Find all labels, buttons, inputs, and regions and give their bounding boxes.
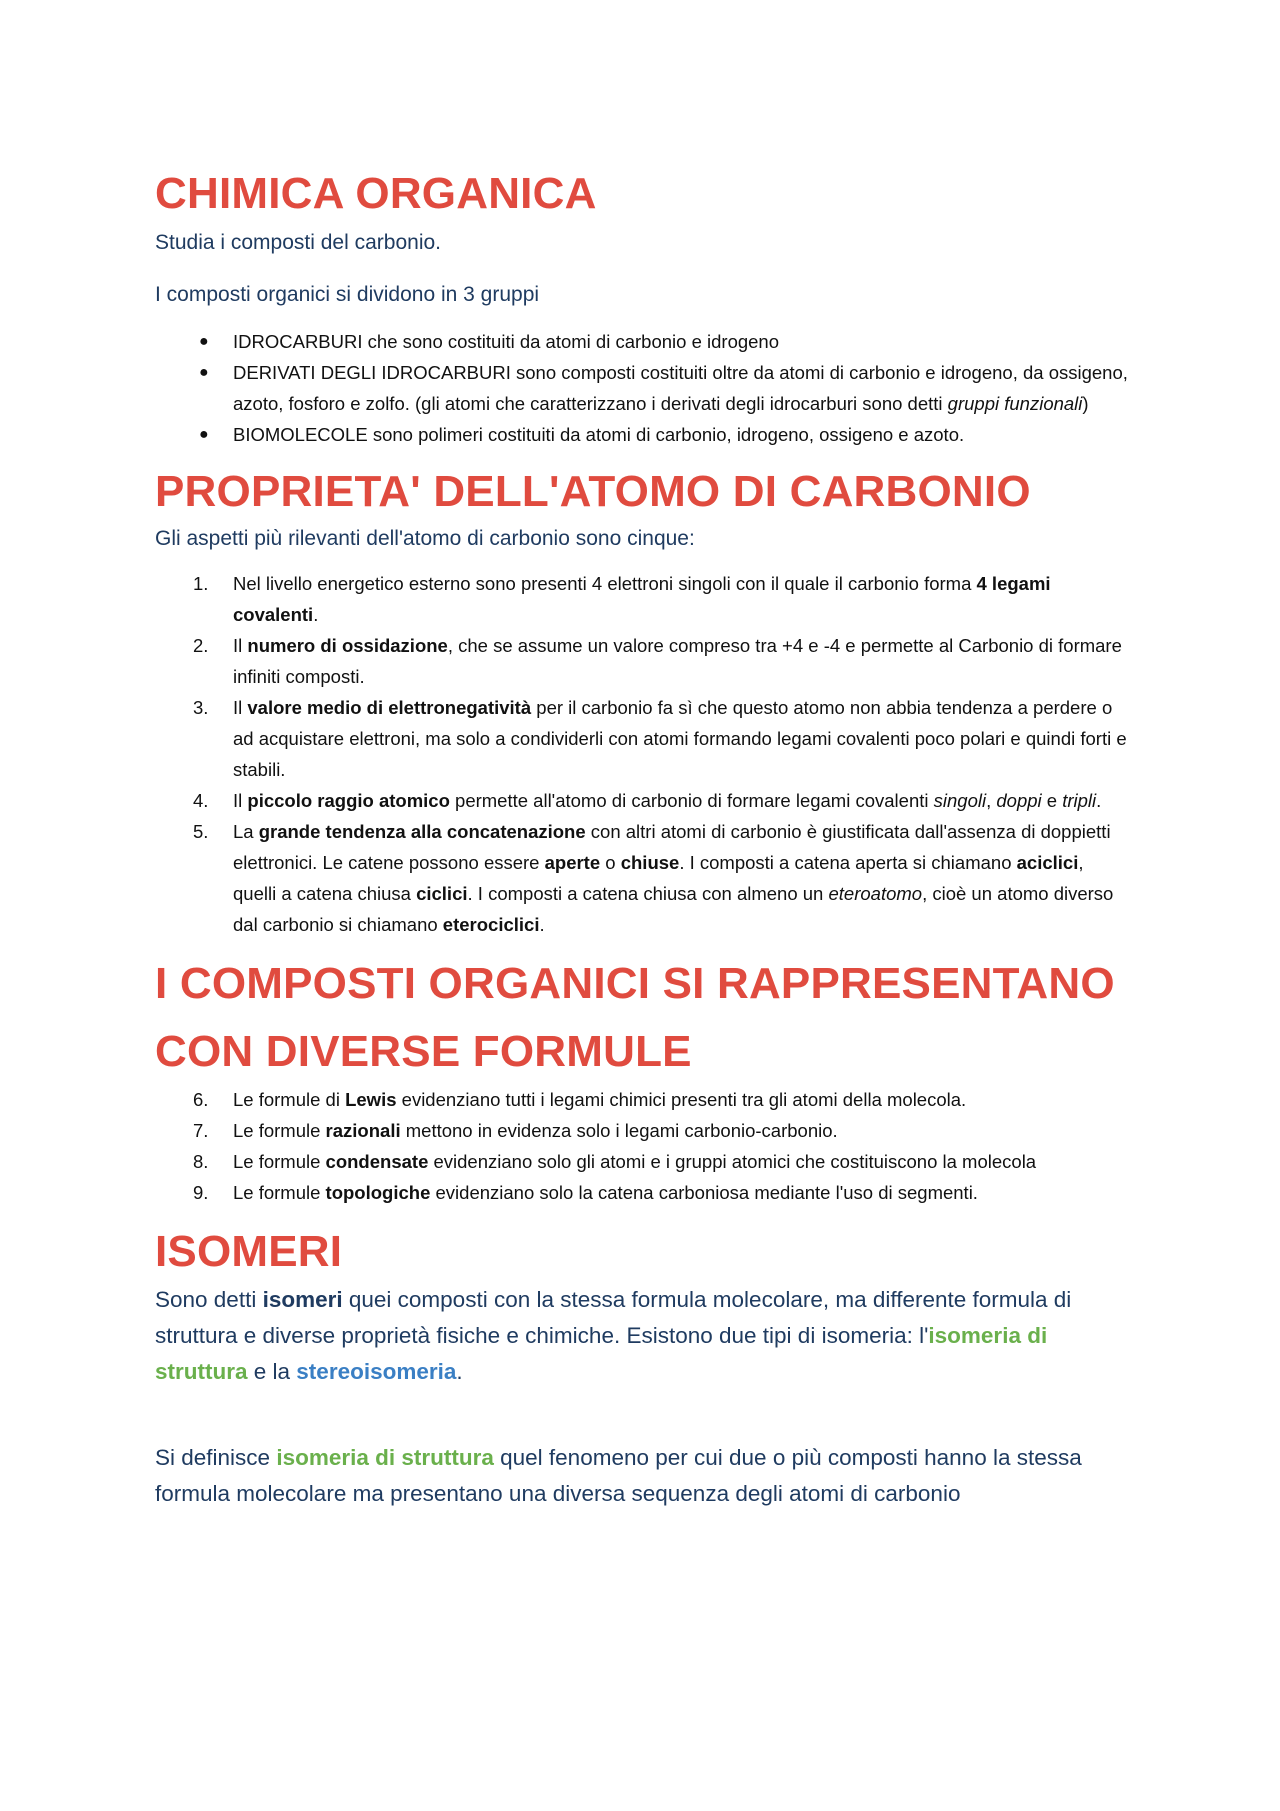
groups-list (155, 326, 1130, 450)
isomeria-struttura-paragraph: Si definisce isomeria di struttura quel fenomeno per cui due o più composti hanno la stessa formula molecolare ma presentano una diversa sequenza degli atomi di carbonio (155, 1445, 1082, 1506)
bullet-icon: ● (199, 426, 209, 443)
list-item: 1. Nel livello energetico esterno sono presenti 4 elettroni singoli con il quale il carbonio forma 4 legami covalenti. (193, 573, 1051, 625)
list-item: 2. Il numero di ossidazione, che se assume un valore compreso tra +4 e -4 e permette al Carbonio di formare infiniti composti. (193, 635, 1122, 687)
heading-chimica-organica: CHIMICA ORGANICA (155, 169, 597, 218)
list-item: 7. Le formule razionali mettono in evidenza solo i legami carbonio-carbonio. (193, 1120, 838, 1141)
intro-paragraph: Studia i composti del carbonio. (155, 231, 441, 254)
bullet-icon: ● (199, 364, 209, 381)
list-item: ● IDROCARBURI che sono costituiti da atomi di carbonio e idrogeno (155, 326, 1130, 357)
properties-list (155, 568, 1130, 940)
document-page (155, 160, 1130, 1512)
list-item: 5. La grande tendenza alla concatenazione con altri atomi di carbonio è giustificata dall'assenza di doppietti elettronici. Le catene possono essere aperte o chiuse. I composti a catena aperta si chiamano aciclici, quelli a catena chiusa ciclici. I composti a catena chiusa con almeno un eteroatomo, cioè un atomo diverso dal carbonio si chiamano eterociclici. (193, 821, 1114, 935)
list-item: 6. Le formule di Lewis evidenziano tutti i legami chimici presenti tra gli atomi della molecola. (193, 1089, 967, 1110)
list-item: 3. Il valore medio di elettronegatività per il carbonio fa sì che questo atomo non abbia tendenza a perdere o ad acquistare elettroni, ma solo a condividerli con atomi formando legami covalenti poco polari e quindi forti e stabili. (193, 697, 1127, 780)
list-item: 9. Le formule topologiche evidenziano solo la catena carboniosa mediante l'uso di segmenti. (193, 1182, 978, 1203)
list-item: ● BIOMOLECOLE sono polimeri costituiti da atomi di carbonio, idrogeno, ossigeno e azoto. (155, 419, 1130, 450)
formulas-list (155, 1084, 1130, 1208)
groups-paragraph: I composti organici si dividono in 3 gruppi (155, 283, 540, 306)
heading-isomeri: ISOMERI (155, 1227, 343, 1276)
isomeri-paragraph: Sono detti isomeri quei composti con la stessa formula molecolare, ma differente formula di struttura e diverse proprietà fisiche e chimiche. Esistono due tipi di isomeria: l'isomeria di struttura e la stereoisomeria. (155, 1287, 1072, 1384)
isomeria-struttura-term: isomeria di struttura (155, 1323, 1048, 1384)
stereoisomeria-term: stereoisomeria (296, 1359, 457, 1384)
heading-formule: I COMPOSTI ORGANICI SI RAPPRESENTANO CON DIVERSE FORMULE (155, 959, 1115, 1076)
list-item: 8. Le formule condensate evidenziano solo gli atomi e i gruppi atomici che costituiscono la molecola (193, 1151, 1037, 1172)
aspects-intro: Gli aspetti più rilevanti dell'atomo di carbonio sono cinque: (155, 527, 695, 550)
bullet-icon: ● (199, 333, 209, 350)
list-item: 4. Il piccolo raggio atomico permette all'atomo di carbonio di formare legami covalenti singoli, doppi e tripli. (193, 790, 1102, 811)
heading-proprieta-carbonio: PROPRIETA' DELL'ATOMO DI CARBONIO (155, 467, 1031, 516)
list-item: ● DERIVATI DEGLI IDROCARBURI sono composti costituiti oltre da atomi di carbonio e idrogeno, da ossigeno, azoto, fosforo e zolfo. (gli atomi che caratterizzano i derivati degli idrocarburi sono detti gruppi funzionali) (155, 357, 1130, 419)
